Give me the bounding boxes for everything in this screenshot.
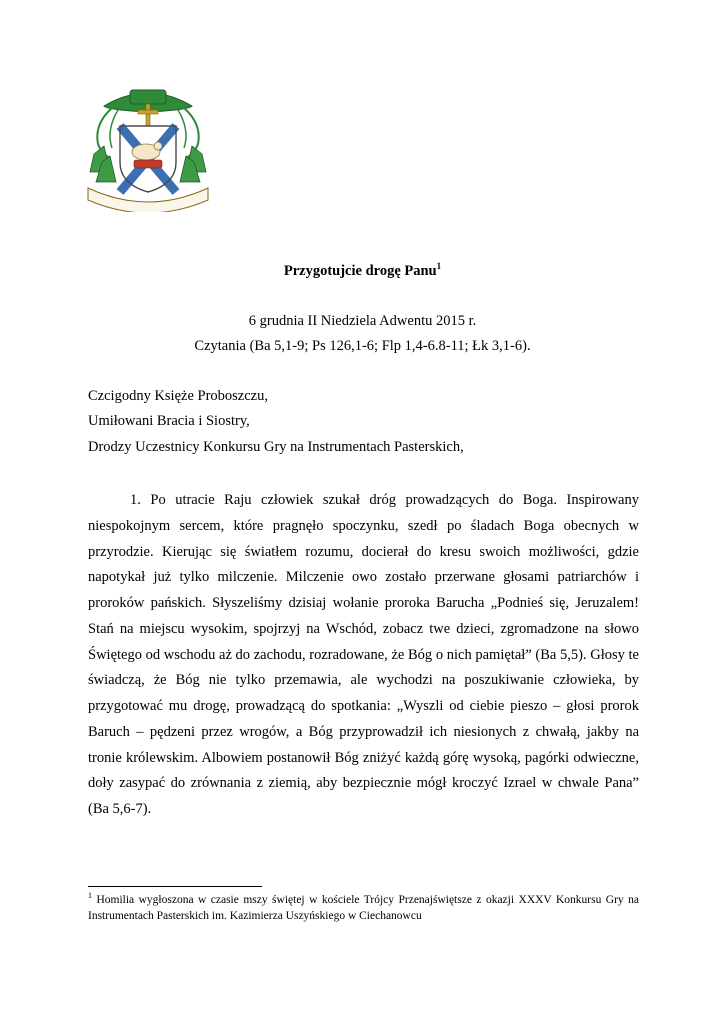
footnote-number: 1 (88, 891, 92, 901)
greeting-line: Czcigodny Księże Proboszczu, (88, 388, 268, 404)
footnote-text: Homilia wygłoszona w czasie mszy świętej w kościele Trójcy Przenajświętsze z okazji XXXV Konkursu Gry na Instrumentach Pasterskich im. Kazimierza Uszyńskiego w Ciechanowcu (88, 894, 639, 922)
coat-of-arms-emblem (84, 84, 212, 212)
footnote-ref: 1 (436, 261, 442, 272)
paragraph-1-text: 1. Po utracie Raju człowiek szukał dróg prowadzących do Boga. Inspirowany niespokojnym sercem, które pragnęło spoczynku, szedł po śladach Boga obecnych w przyrodzie. Kierując się światłem rozumu, docierał do kresu swoich możliwości, gdzie napotykał już tylko milczenie. Milczenie owo zostało przerwane głosami patriarchów i proroków pańskich. Słyszeliśmy dzisiaj wołanie proroka Barucha „Podnieś się, Jeruzalem! Stań na miejscu wysokim, spojrzyj na Wschód, zobacz twe dzieci, zgromadzone na słowo Świętego od wschodu aż do zachodu, rozradowane, że Bóg o nich pamiętał” (Ba 5,5). Głosy te świadczą, że Bóg nie tylko przemawia, ale wychodzi na poszukiwanie człowieka, by przygotować mu drogę, prowadzącą do spotkania: „Wyszli od ciebie pieszo – głosi prorok Baruch – pędzeni przez wrogów, a Bóg przyprowadził ich niesionych z chwałą, jakby na tronie królewskim. Albowiem postanowił Bóg zniżyć każdą górę wysoką, pagórki odwieczne, doły zasypać do zrównania z ziemią, aby bezpiecznie mógł kroczyć Izrael w chwale Pana” (Ba 5,6-7). (88, 492, 639, 817)
date-line: 6 grudnia II Niedziela Adwentu 2015 r. (248, 313, 477, 329)
homily-title: Przygotujcie drogę Panu$^1$ (283, 261, 442, 279)
greeting-line: Umiłowani Bracia i Siostry, (88, 413, 250, 429)
paragraph-1 (88, 488, 639, 823)
readings-line: Czytania (Ba 5,1-9; Ps 126,1-6; Flp 1,4-6.8-11; Łk 3,1-6). (194, 338, 531, 354)
greeting-line: Drodzy Uczestnicy Konkursu Gry na Instrumentach Pasterskich, (88, 439, 464, 455)
footnote (88, 892, 639, 924)
footnote-divider (88, 886, 262, 887)
